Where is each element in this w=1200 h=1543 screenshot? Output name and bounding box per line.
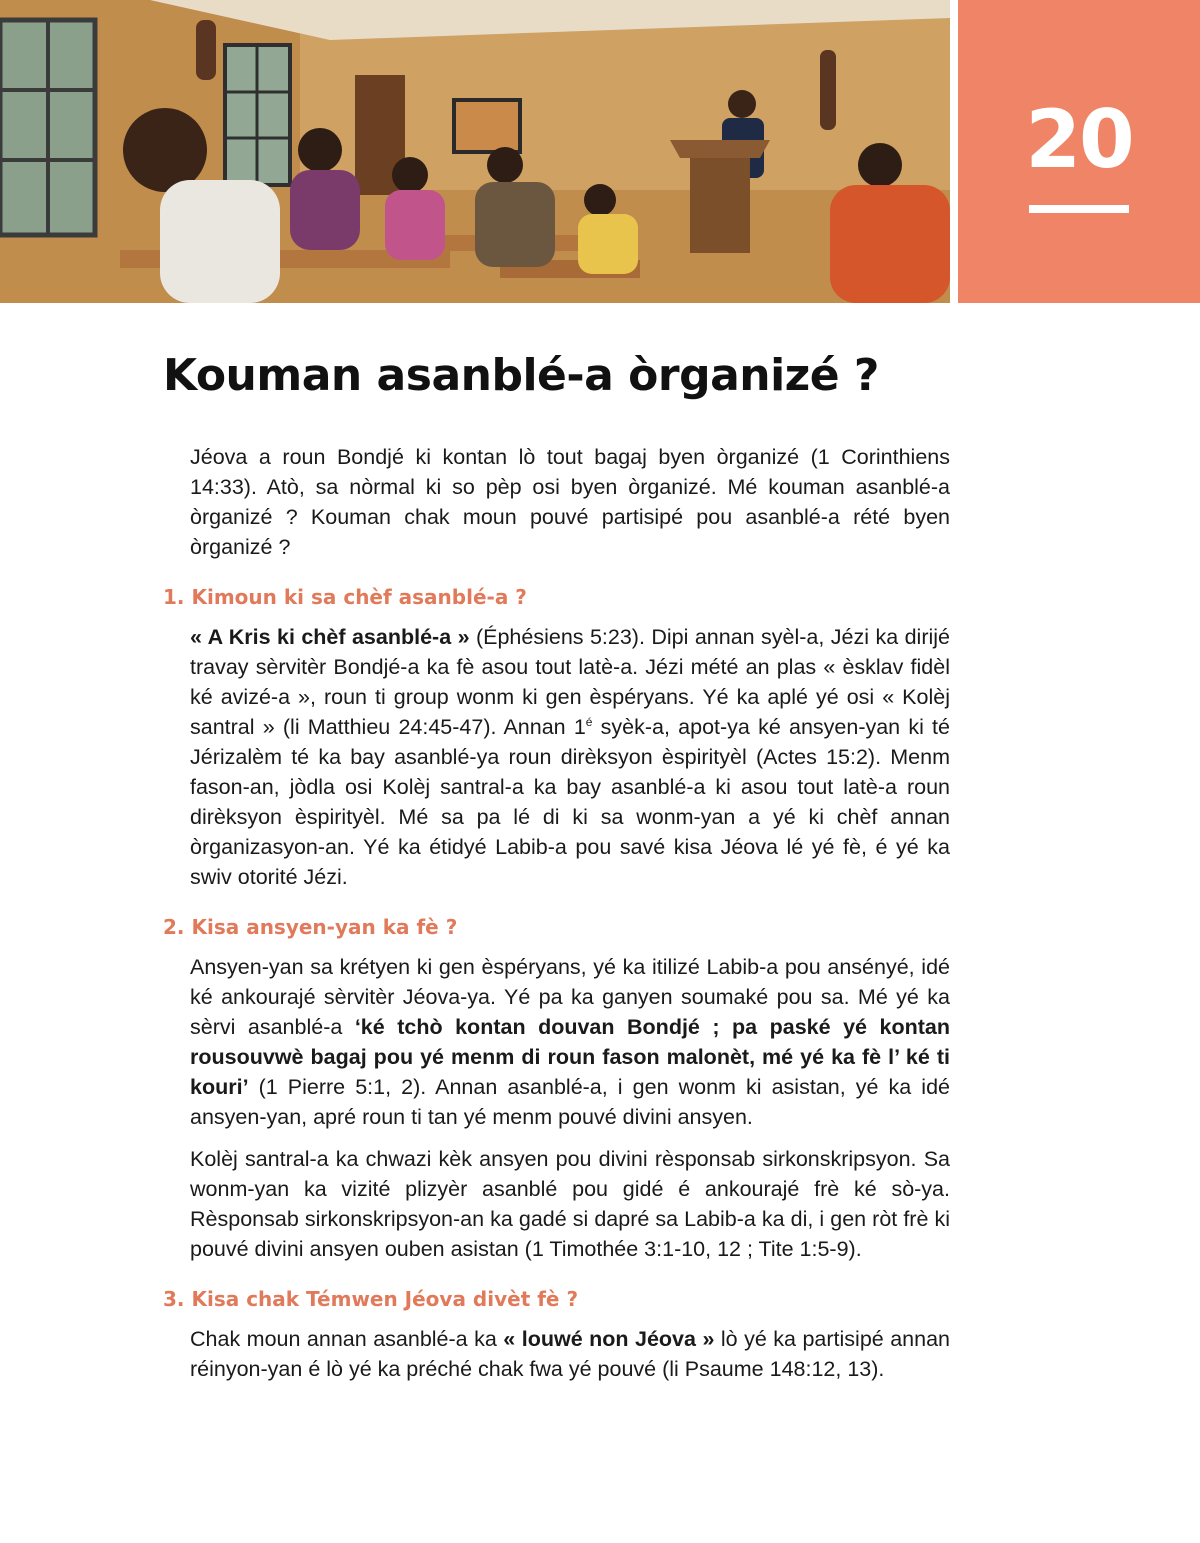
answer-paragraph-3 bbox=[190, 1324, 950, 1384]
header-photo bbox=[0, 0, 950, 303]
answer-3-text-b: lò yé ka partisipé annan réinyon-yan é lò yé ka préché chak fwa yé pouvé (li Psaume 148:12, 13). bbox=[190, 1327, 950, 1381]
answer-paragraph-2 bbox=[190, 952, 950, 1132]
page-title: Kouman asanblé-a òrganizé ? bbox=[163, 350, 879, 401]
answer-1-bold: « A Kris ki chèf asanblé-a » bbox=[190, 625, 470, 649]
answer-2-text-a: Ansyen-yan sa krétyen ki gen èspéryans, yé ka itilizé Labib-a pou ansényé, idé ké ankourajé sèrvitèr Jéova-ya. Yé pa ka ganyen soumaké pou sa. Mé yé ka sèrvi asanblé-a bbox=[190, 955, 950, 1039]
answer-3-bold: « louwé non Jéova » bbox=[503, 1327, 715, 1351]
answer-2-bold: ‘ké tchò kontan douvan Bondjé ; pa paské yé kontan rousouvwè bagaj pou yé menm di roun fason malonèt, mé yé ka fè l’ ké ti kouri’ bbox=[190, 1015, 950, 1099]
answer-2-text-b: (1 Pierre 5:1, 2). Annan asanblé-a, i gen wonm ki asistan, yé ka idé ansyen-yan, apré roun ti tan yé menm pouvé divini ansyen. bbox=[190, 1075, 950, 1129]
intro-paragraph: Jéova a roun Bondjé ki kontan lò tout bagaj byen òrganizé (1 Corinthiens 14:33). Atò, sa nòrmal ki so pèp osi byen òrganizé. Mé kouman asanblé-a òrganizé ? Kouman chak moun pouvé partisipé pou asanblé-a rété byen òrganizé ? bbox=[190, 445, 950, 559]
answer-1-text-b: syèk-a, apot-ya ké ansyen-yan ki té Jérizalèm té ka bay asanblé-ya roun dirèksyon èspirityèl (Actes 15:2). Menm fason-an, jòdla osi Kolèj santral-a ka bay asanblé-a ki asou tout latè-a roun dirèksyon èspirityèl. Mé sa pa lé di ki sa wonm-yan a yé ki chèf annan òrganizasyon-an. Yé ka étidyé Labib-a pou savé kisa Jéova lé yé fè, é yé ka swiv otorité Jézi. bbox=[190, 715, 950, 889]
answer-1-superscript: é bbox=[585, 714, 593, 729]
chapter-number: 20 bbox=[1025, 93, 1133, 186]
answer-3-text-a: Chak moun annan asanblé-a ka bbox=[190, 1327, 504, 1351]
congregation-meeting-illustration bbox=[0, 0, 950, 303]
question-heading-2: 2. Kisa ansyen-yan ka fè ? bbox=[163, 915, 458, 939]
chapter-badge bbox=[958, 0, 1200, 303]
lesson-body bbox=[163, 442, 950, 1396]
chapter-underline bbox=[1029, 205, 1129, 213]
question-heading-1: 1. Kimoun ki sa chèf asanblé-a ? bbox=[163, 585, 527, 609]
question-heading-3: 3. Kisa chak Témwen Jéova divèt fè ? bbox=[163, 1287, 579, 1311]
answer-1-text-a: (Éphésiens 5:23). Dipi annan syèl-a, Jézi ka dirijé travay sèrvitèr Bondjé-a ka fè asou tout latè-a. Jézi mété an plas « èsklav fidèl ké avizé-a », roun ti group wonm ki gen èspéryans. Yé ka aplé yé osi « Kolèj santral » (li Matthieu 24:45-47). Annan 1 bbox=[190, 625, 950, 739]
answer-paragraph-2b: Kolèj santral-a ka chwazi kèk ansyen pou divini rèsponsab sirkonskripsyon. Sa wonm-yan ka vizité plizyèr asanblé pou gidé é ankourajé frè ké sò-ya. Rèsponsab sirkonskripsyon-an ka gadé si dapré sa Labib-a ka di, i gen ròt frè ki pouvé divini ansyen ouben asistan (1 Timothée 3:1-10, 12 ; Tite 1:5-9). bbox=[190, 1147, 950, 1261]
answer-paragraph-1 bbox=[190, 622, 950, 892]
